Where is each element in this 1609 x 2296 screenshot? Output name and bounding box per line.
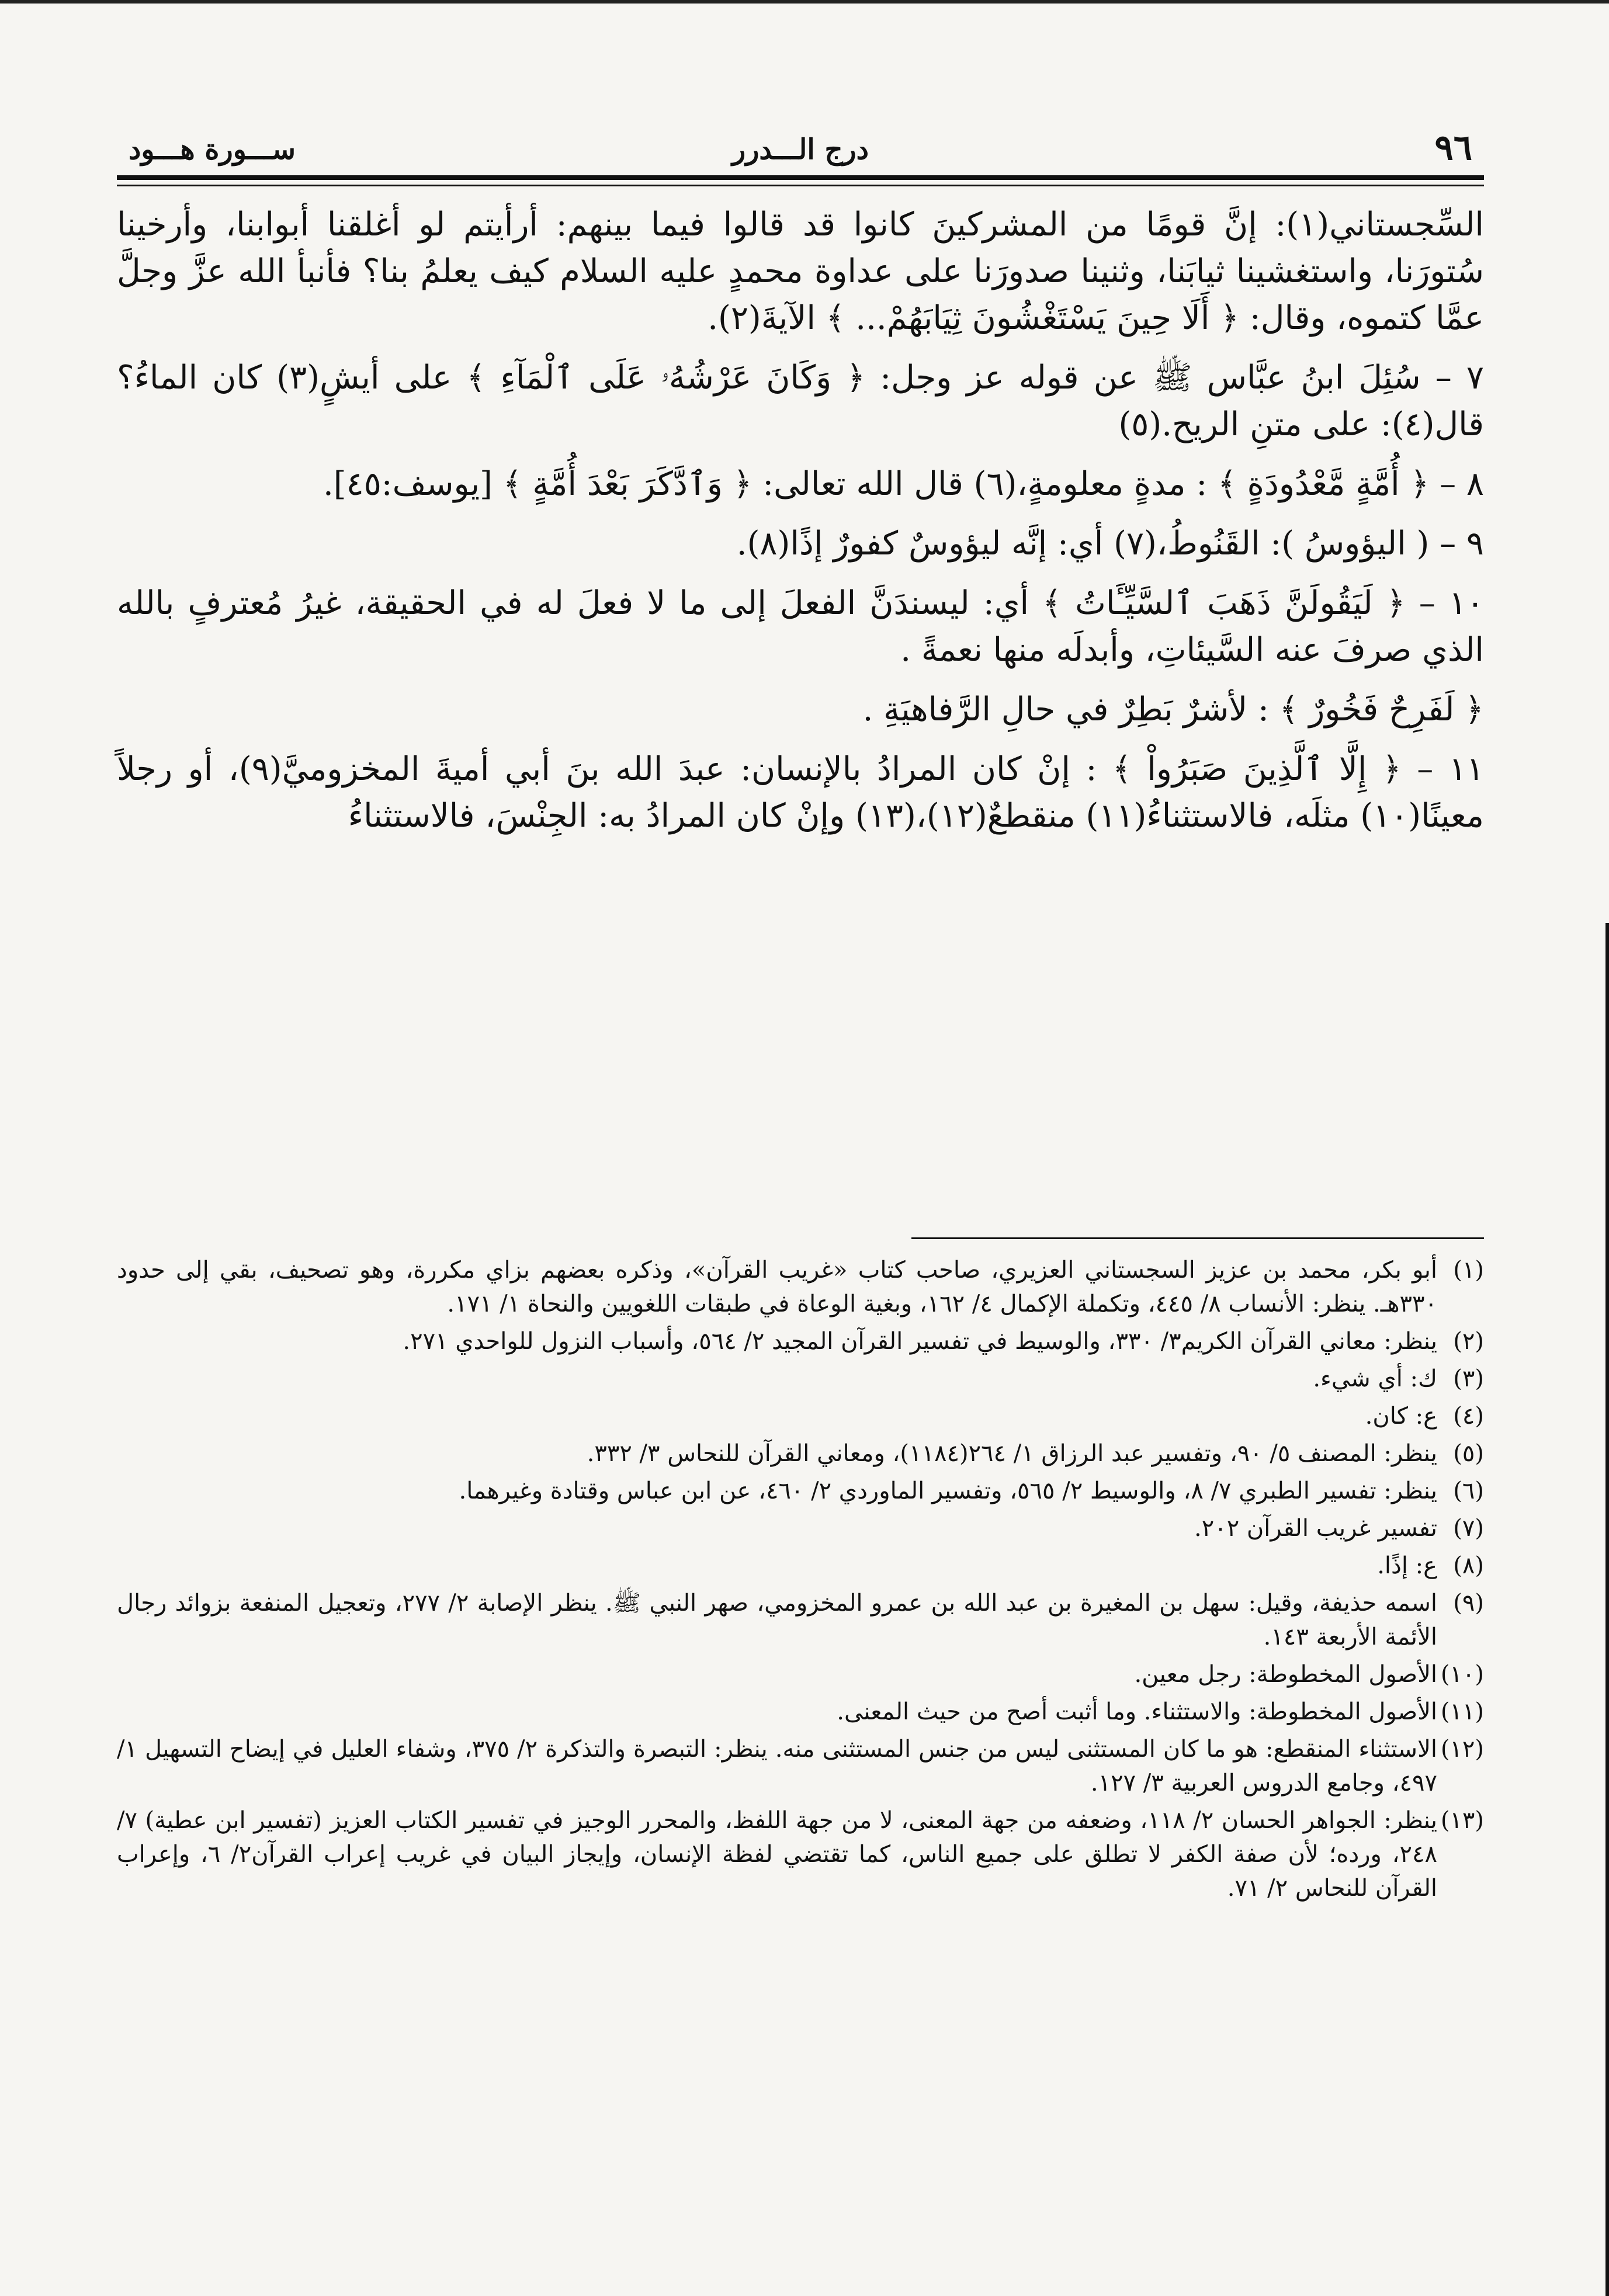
footnote-text: ينظر: معاني القرآن الكريم٣/ ٣٣٠، والوسيط في تفسير القرآن المجيد ٢/ ٥٦٤، وأسباب النزول للواحدي ٢٧١.	[403, 1328, 1437, 1355]
footnote	[117, 1803, 1484, 1905]
paragraph: ﴿ لَفَرِحٌ فَخُورٌ ﴾ : لأشرٌ بَطِرٌ في حالِ الرَّفاهيَةِ .	[862, 691, 1484, 729]
footnote-number: (٧)	[1453, 1515, 1484, 1542]
footnote	[117, 1253, 1484, 1321]
page-number: ٩٦	[1434, 127, 1472, 168]
footnote-text: أبو بكر، محمد بن عزيز السجستاني العزيري، صاحب كتاب «غريب القرآن»، وذكره بعضهم بزاي مكررة، وهو تصحيف، بقي إلى حدود ٣٣٠هـ. ينظر: الأنساب ٨/ ٤٤٥، وتكملة الإكمال ٤/ ١٦٢، وبغية الوعاة في طبقات اللغويين والنحاة ١/ ١٧١.	[117, 1257, 1437, 1317]
footnote-number: (٢)	[1453, 1328, 1484, 1355]
footnote-number: (١١)	[1440, 1698, 1484, 1725]
footnote-text: ع: كان.	[1365, 1403, 1437, 1430]
footnote-number: (١٣)	[1440, 1807, 1484, 1834]
footnote-text: اسمه حذيفة، وقيل: سهل بن المغيرة بن عبد الله بن عمرو المخزومي، صهر النبي ﷺ. ينظر الإصابة ٢/ ٢٧٧، وتعجيل المنفعة بزوائد رجال الأئمة الأربعة ١٤٣.	[117, 1590, 1437, 1650]
main-text	[117, 202, 1484, 852]
footnote-number: (٩)	[1453, 1590, 1484, 1617]
footnote	[117, 1324, 1484, 1358]
surah-name: ســـورة هـــود	[129, 133, 296, 166]
footnote-number: (٨)	[1453, 1552, 1484, 1579]
header-rule-thick	[117, 175, 1484, 180]
footnote-text: ينظر: المصنف ٥/ ٩٠، وتفسير عبد الرزاق ١/ ٢٦٤(١١٨٤)، ومعاني القرآن للنحاس ٣/ ٣٣٢.	[587, 1440, 1437, 1467]
footnote	[117, 1474, 1484, 1508]
footnote-number: (٥)	[1453, 1440, 1484, 1467]
footnote-text: تفسير غريب القرآن ٢٠٢.	[1194, 1515, 1437, 1542]
footnote-text: الأصول المخطوطة: والاستثناء. وما أثبت أصح من حيث المعنى.	[837, 1698, 1437, 1725]
footnote-text: الأصول المخطوطة: رجل معين.	[1134, 1661, 1437, 1688]
footnote	[117, 1695, 1484, 1729]
footnote	[117, 1362, 1484, 1396]
footnotes	[117, 1253, 1484, 1909]
book-title: درج الـــدرر	[732, 133, 869, 166]
header-rule-thin	[117, 185, 1484, 186]
footnote-number: (٤)	[1453, 1403, 1484, 1430]
footnote	[117, 1586, 1484, 1654]
footnote-text: ينظر: الجواهر الحسان ٢/ ١١٨، وضعفه من جهة المعنى، لا من جهة اللفظ، والمحرر الوجيز في تفسير الكتاب العزيز (تفسير ابن عطية) ٧/ ٢٤٨، ورده؛ لأن صفة الكفر لا تطلق على جميع الناس، كما تقتضي لفظة الإنسان، وإيجاز البيان في غريب إعراب القرآن٢/ ٦، وإعراب القرآن للنحاس ٢/ ٧١.	[117, 1807, 1437, 1902]
top-border	[0, 0, 1609, 4]
footnote	[117, 1399, 1484, 1433]
right-edge-bar	[1605, 923, 1609, 2296]
footnote-text: ك: أي شيء.	[1313, 1365, 1437, 1392]
footnote-text: الاستثناء المنقطع: هو ما كان المستثنى ليس من جنس المستثنى منه. ينظر: التبصرة والتذكرة ٢/ ٣٧٥، وشفاء العليل في إيضاح التسهيل ١/ ٤٩٧، وجامع الدروس العربية ٣/ ١٢٧.	[117, 1736, 1437, 1796]
paragraph: ١١ – ﴿ إِلَّا ٱلَّذِينَ صَبَرُواْ ﴾ : إنْ كان المرادُ بالإنسان: عبدَ الله بنَ أبي أميةَ المخزوميَّ(٩)، أو رجلاً معينًا(١٠) مثلَه، فالاستثناءُ(١١) منقطعٌ(١٢)،(١٣) وإنْ كان المرادُ به: الجِنْسَ، فالاستثناءُ	[117, 750, 1484, 835]
footnote	[117, 1657, 1484, 1691]
paragraph: ١٠ – ﴿ لَيَقُولَنَّ ذَهَبَ ٱلسَّيِّـَٔاتُ ﴾ أي: ليسندَنَّ الفعلَ إلى ما لا فعلَ له في الحقيقة، غيرُ مُعترفٍ بالله الذي صرفَ عنه السَّيئاتِ، وأبدلَه منها نعمةً .	[117, 584, 1484, 669]
footnote-number: (١٢)	[1440, 1736, 1484, 1763]
footnote-separator	[911, 1237, 1484, 1239]
footnote-number: (١٠)	[1440, 1661, 1484, 1688]
paragraph: السِّجستاني(١): إنَّ قومًا من المشركينَ كانوا قد قالوا فيما بينهم: أرأيتم لو أغلقنا أبوابنا، وأرخينا سُتورَنا، واستغشينا ثيابَنا، وثنينا صدورَنا على عداوة محمدٍ عليه السلام كيف يعلمُ بنا؟ فأنبأ الله عزَّ وجلَّ عمَّا كتموه، وقال: ﴿ أَلَا حِينَ يَسْتَغْشُونَ ثِيَابَهُمْ... ﴾ الآيةَ(٢).	[117, 206, 1484, 337]
paragraph: ٩ – ( اليؤوسُ ): القَنُوطُ،(٧) أي: إنَّه ليؤوسٌ كفورٌ إذًا(٨).	[736, 525, 1484, 563]
footnote	[117, 1511, 1484, 1545]
footnote	[117, 1732, 1484, 1800]
footnote	[117, 1437, 1484, 1470]
footnote-number: (١)	[1453, 1257, 1484, 1284]
footnote-number: (٦)	[1453, 1478, 1484, 1504]
footnote	[117, 1549, 1484, 1583]
footnote-number: (٣)	[1453, 1365, 1484, 1392]
running-header	[117, 127, 1484, 168]
paragraph: ٨ – ﴿ أُمَّةٍ مَّعْدُودَةٍ ﴾ : مدةٍ معلومةٍ،(٦) قال الله تعالى: ﴿ وَٱدَّكَرَ بَعْدَ أُمَّةٍ ﴾ [يوسف:٤٥].	[323, 465, 1484, 503]
paragraph: ٧ – سُئِلَ ابنُ عبَّاس ﷺ عن قوله عز وجل: ﴿ وَكَانَ عَرْشُهُۥ عَلَى ٱلْمَآءِ ﴾ على أيشٍ(٣) كان الماءُ؟ قال(٤): على متنِ الريح.(٥)	[117, 359, 1484, 443]
footnote-text: ع: إذًا.	[1377, 1552, 1437, 1579]
footnote-text: ينظر: تفسير الطبري ٧/ ٨، والوسيط ٢/ ٥٦٥، وتفسير الماوردي ٢/ ٤٦٠، عن ابن عباس وقتادة وغيرهما.	[459, 1478, 1437, 1504]
